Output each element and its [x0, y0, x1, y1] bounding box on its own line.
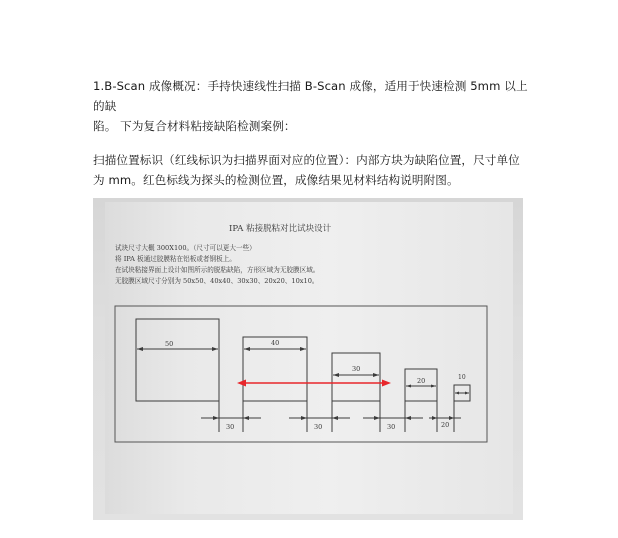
intro-line-1: 1.B-Scan 成像概况：手持快速线性扫描 B-Scan 成像，适用于快速检测 5mm 以上的缺 — [93, 79, 528, 113]
defect-square-30 — [332, 353, 380, 401]
specimen-outline — [115, 306, 487, 442]
note-3: 在试块粘接界面上设计如图所示的脱粘缺陷，方形区域为无胶膜区域。 — [115, 266, 320, 274]
size-label-30: 30 — [352, 365, 361, 373]
intro-line-2: 陷。 下为复合材料粘接缺陷检测案例： — [93, 119, 296, 133]
note-1: 试块尺寸大概 300X100。（尺寸可以更大一些） — [115, 244, 256, 252]
size-label-20: 20 — [417, 377, 426, 385]
scan-marking-paragraph — [93, 150, 533, 190]
gap-label-1: 30 — [226, 423, 235, 431]
note-4: 无胶膜区域尺寸分别为 50x50、40x40、30x30、20x20、10x10。 — [115, 277, 319, 285]
gap-label-2: 30 — [314, 423, 323, 431]
gap-label-3: 30 — [387, 423, 396, 431]
size-label-40: 40 — [271, 339, 280, 347]
figure-title: IPA 粘接脱粘对比试块设计 — [229, 224, 332, 234]
size-label-50: 50 — [165, 340, 174, 348]
marking-line-1: 扫描位置标识（红线标识为扫描界面对应的位置）：内部方块为缺陷位置，尺寸单位 — [93, 153, 520, 167]
gap-label-4: 20 — [441, 421, 450, 429]
intro-paragraph — [93, 76, 533, 136]
specimen-design-photo — [93, 198, 523, 520]
note-2: 将 IPA 板通过胶膜粘在铝板或者钢板上。 — [115, 255, 236, 263]
defect-square-50 — [136, 319, 219, 401]
scan-line-marker — [237, 380, 391, 387]
specimen-drawing — [93, 198, 523, 520]
size-label-10: 10 — [458, 374, 466, 381]
marking-line-2: 为 mm。红色标线为探头的检测位置，成像结果见材料结构说明附图。 — [93, 173, 459, 187]
